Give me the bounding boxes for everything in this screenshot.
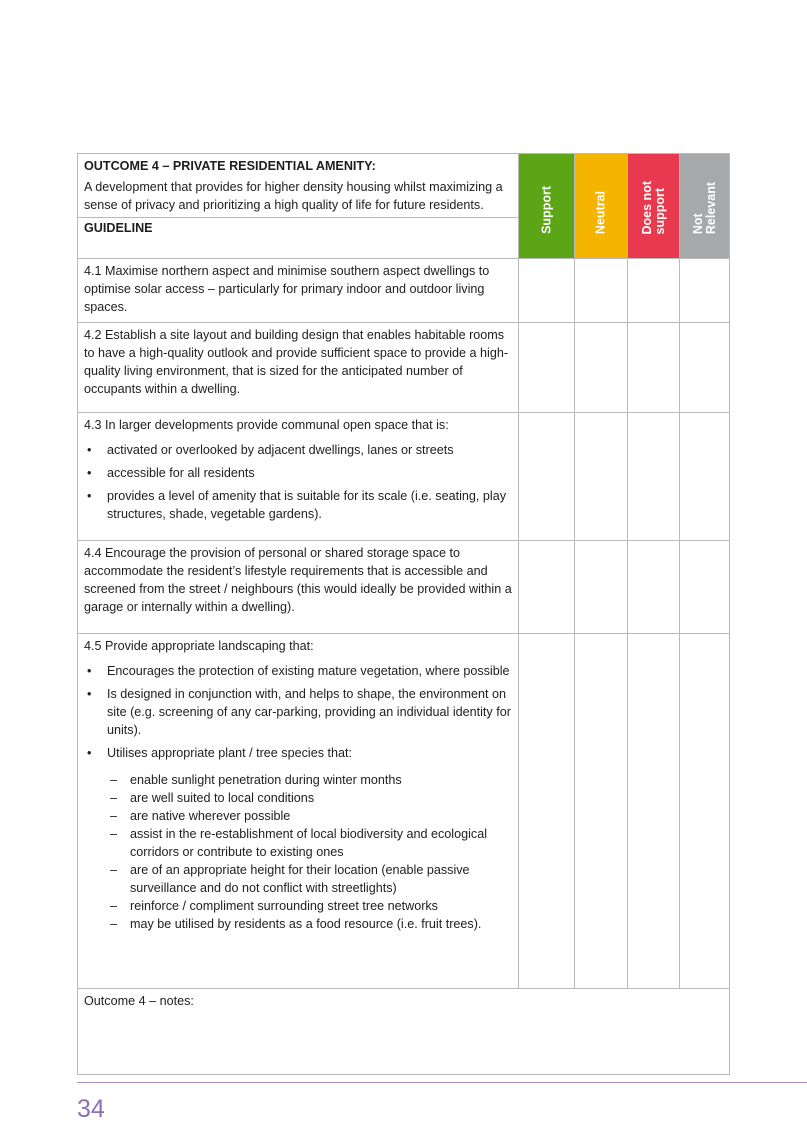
- rating-label-not-relevant: Not Relevant: [690, 181, 718, 234]
- list-item-text: Utilises appropriate plant / tree species that:: [107, 746, 353, 760]
- list-item: • Encourages the protection of existing mature vegetation, where possible: [84, 662, 512, 680]
- guideline-text-4-2: 4.2 Establish a site layout and building design that enables habitable rooms to have a high-quality outlook and provide sufficient space to provide a high-quality living environment, that is sized for the anticipated number of occupants within a dwelling.: [78, 323, 519, 413]
- dash-list-4-5: [84, 771, 512, 933]
- rating-cell-neutral[interactable]: [575, 259, 628, 323]
- rating-header-does-not-support: [628, 154, 680, 259]
- list-item: [84, 744, 512, 933]
- rating-cell-neutral[interactable]: [575, 323, 628, 413]
- guideline-label: GUIDELINE: [78, 217, 518, 241]
- list-item: • accessible for all residents: [84, 464, 512, 482]
- rating-cell-not-relevant[interactable]: [680, 634, 730, 989]
- list-item: – are of an appropriate height for their location (enable passive surveillance and do not conflict with streetlights): [84, 861, 512, 897]
- rating-header-neutral: [575, 154, 628, 259]
- list-item: • provides a level of amenity that is suitable for its scale (i.e. seating, play structures, shade, vegetable gardens).: [84, 487, 512, 523]
- page-number: 34: [77, 1095, 105, 1123]
- list-item: – are well suited to local conditions: [84, 789, 512, 807]
- rating-label-neutral: Neutral: [593, 190, 608, 234]
- rating-cell-support[interactable]: [519, 323, 575, 413]
- rating-cell-does-not-support[interactable]: [628, 634, 680, 989]
- rating-cell-support[interactable]: [519, 413, 575, 541]
- notes-label: Outcome 4 – notes:: [84, 994, 194, 1008]
- rating-cell-neutral[interactable]: [575, 413, 628, 541]
- footer-divider: [77, 1082, 807, 1083]
- outcome-description: A development that provides for higher density housing whilst maximizing a sense of privacy and prioritizing a high quality of life for future residents.: [84, 180, 503, 212]
- list-item: – enable sunlight penetration during winter months: [84, 771, 512, 789]
- rating-cell-support[interactable]: [519, 541, 575, 634]
- rating-cell-support[interactable]: [519, 259, 575, 323]
- guideline-text-4-4: 4.4 Encourage the provision of personal or shared storage space to accommodate the resident’s lifestyle requirements that is accessible and screened from the street / neighbours (this would ideally be provided within a garage or internally within a dwelling).: [78, 541, 519, 634]
- guideline-row-4-2: [78, 323, 730, 413]
- rating-label-support: Support: [539, 186, 553, 234]
- rating-cell-not-relevant[interactable]: [680, 259, 730, 323]
- header-row: [78, 154, 730, 259]
- rating-header-not-relevant: [680, 154, 730, 259]
- rating-cell-not-relevant[interactable]: [680, 413, 730, 541]
- rating-cell-support[interactable]: [519, 634, 575, 989]
- rating-cell-neutral[interactable]: [575, 541, 628, 634]
- rating-cell-not-relevant[interactable]: [680, 323, 730, 413]
- rating-cell-does-not-support[interactable]: [628, 259, 680, 323]
- rating-cell-not-relevant[interactable]: [680, 541, 730, 634]
- list-item: – reinforce / compliment surrounding street tree networks: [84, 897, 512, 915]
- list-item: • activated or overlooked by adjacent dwellings, lanes or streets: [84, 441, 512, 459]
- list-item: • Is designed in conjunction with, and helps to shape, the environment on site (e.g. screening of any car-parking, providing an individual identity for units).: [84, 685, 512, 739]
- bullet-list-4-3: [84, 441, 512, 523]
- notes-field[interactable]: [78, 989, 730, 1075]
- rating-label-does-not-support: Does not support: [639, 180, 667, 234]
- guideline-text-4-1: 4.1 Maximise northern aspect and minimise southern aspect dwellings to optimise solar access – particularly for primary indoor and outdoor living spaces.: [78, 259, 519, 323]
- rating-cell-does-not-support[interactable]: [628, 413, 680, 541]
- list-item: – may be utilised by residents as a food resource (i.e. fruit trees).: [84, 915, 512, 933]
- list-item: – are native wherever possible: [84, 807, 512, 825]
- guideline-text-4-5: [78, 634, 519, 989]
- bullet-list-4-5: [84, 662, 512, 933]
- rating-cell-does-not-support[interactable]: [628, 541, 680, 634]
- guideline-intro-4-5: 4.5 Provide appropriate landscaping that:: [84, 639, 314, 653]
- rating-cell-does-not-support[interactable]: [628, 323, 680, 413]
- guideline-row-4-1: [78, 259, 730, 323]
- guideline-row-4-4: [78, 541, 730, 634]
- outcome-header-cell: [78, 154, 519, 259]
- rating-cell-neutral[interactable]: [575, 634, 628, 989]
- assessment-table: [77, 153, 730, 1075]
- outcome-heading: OUTCOME 4 – PRIVATE RESIDENTIAL AMENITY:: [84, 159, 376, 173]
- notes-row: [78, 989, 730, 1075]
- guideline-row-4-3: [78, 413, 730, 541]
- list-item: – assist in the re-establishment of local biodiversity and ecological corridors or contribute to existing ones: [84, 825, 512, 861]
- guideline-row-4-5: [78, 634, 730, 989]
- guideline-text-4-3: [78, 413, 519, 541]
- rating-header-support: [519, 154, 575, 259]
- guideline-intro-4-3: 4.3 In larger developments provide communal open space that is:: [84, 418, 449, 432]
